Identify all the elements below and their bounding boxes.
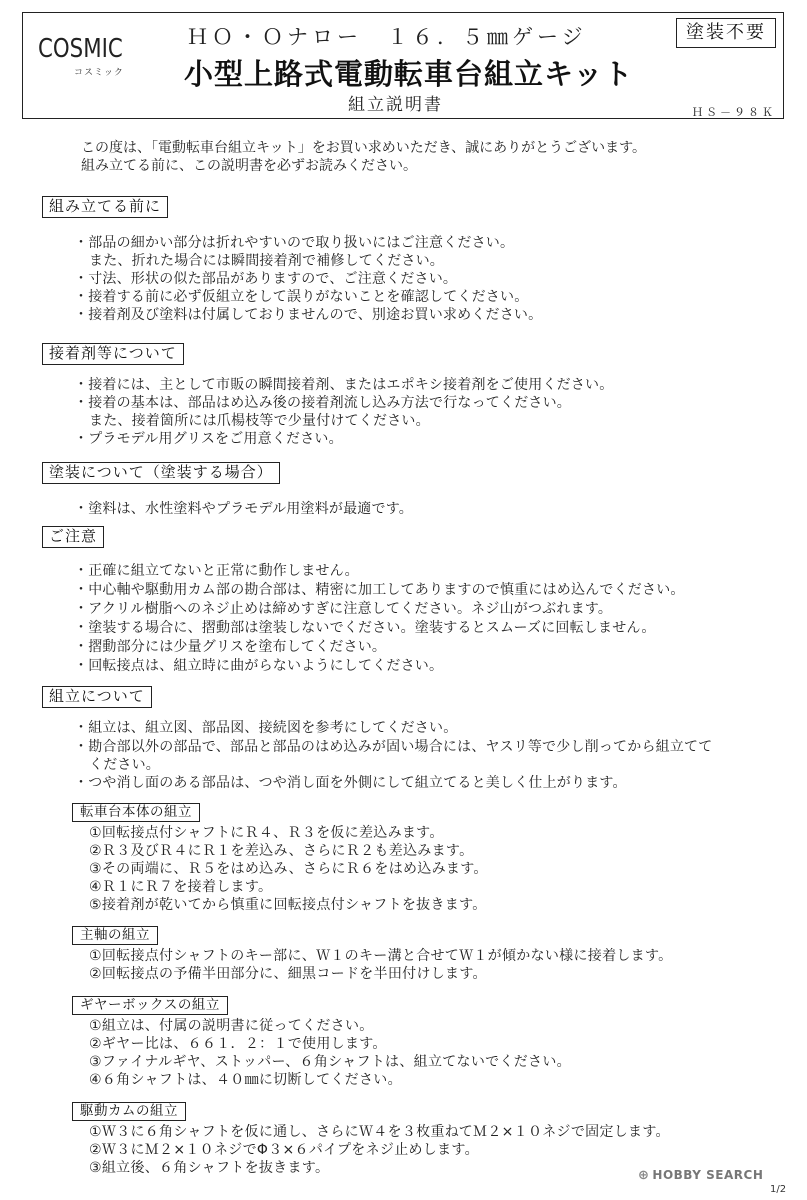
page-number: 1/2 — [770, 1184, 787, 1195]
list-item: ・アクリル樹脂へのネジ止めは締めすぎに注意してください。ネジ山がつぶれます。 — [74, 601, 613, 617]
assembly-step: ②ギヤー比は、６６１．２：１で使用します。 — [89, 1036, 387, 1052]
list-item: また、折れた場合には瞬間接着剤で補修してください。 — [89, 253, 444, 269]
list-item: ・接着する前に必ず仮組立をして誤りがないことを確認してください。 — [74, 289, 529, 305]
logo-subtext: コスミック — [74, 68, 124, 78]
logo-text: COSMIC — [38, 34, 123, 64]
document-title: 小型上路式電動転車台組立キット — [184, 57, 634, 91]
list-item: ・部品の細かい部分は折れやすいので取り扱いにはご注意ください。 — [74, 235, 515, 251]
assembly-step: ④Ｒ１にＲ７を接着します。 — [89, 879, 273, 895]
list-item: ・組立は、組立図、部品図、接続図を参考にしてください。 — [74, 720, 458, 736]
list-item: ・正確に組立てないと正常に動作しません。 — [74, 563, 359, 579]
list-item: また、接着箇所には爪楊枝等で少量付けてください。 — [89, 413, 430, 429]
subsection-title-drive-cam: 駆動カムの組立 — [72, 1102, 186, 1121]
list-item: ください。 — [89, 757, 160, 773]
watermark — [638, 1168, 763, 1183]
cosmic-logo — [38, 34, 146, 92]
list-item: ・接着剤及び塗料は付属しておりませんので、別途お買い求めください。 — [74, 307, 543, 323]
subsection-title-turntable-body: 転車台本体の組立 — [72, 803, 200, 822]
assembly-step: ①組立は、付属の説明書に従ってください。 — [89, 1018, 374, 1034]
list-item: ・つや消し面のある部品は、つや消し面を外側にして組立てると美しく仕上がります。 — [74, 775, 627, 791]
section-title-painting: 塗装について（塗装する場合） — [42, 462, 280, 484]
no-paint-badge: 塗装不要 — [676, 18, 776, 48]
list-item: ・回転接点は、組立時に曲がらないようにしてください。 — [74, 658, 444, 674]
assembly-step: ⑤接着剤が乾いてから慎重に回転接点付シャフトを抜きます。 — [89, 897, 487, 913]
assembly-step: ②回転接点の予備半田部分に、細黒コードを半田付けします。 — [89, 966, 487, 982]
assembly-step: ③ファイナルギヤ、ストッパー、６角シャフトは、組立てないでください。 — [89, 1054, 571, 1070]
model-code: ＨＳ－９８Ｋ — [692, 106, 776, 119]
list-item: ・寸法、形状の似た部品がありますので、ご注意ください。 — [74, 271, 458, 287]
assembly-step: ②Ｗ３にＭ２×１０ネジでΦ３×６パイプをネジ止めします。 — [89, 1142, 479, 1158]
assembly-step: ①回転接点付シャフトにＲ４、Ｒ３を仮に差込みます。 — [89, 825, 444, 841]
assembly-step: ③組立後、６角シャフトを抜きます。 — [89, 1160, 330, 1176]
subsection-title-main-axle: 主軸の組立 — [72, 926, 158, 945]
assembly-step: ③その両端に、Ｒ５をはめ込み、さらにＲ６をはめ込みます。 — [89, 861, 488, 877]
section-title-adhesive: 接着剤等について — [42, 343, 184, 365]
list-item: ・塗装する場合に、摺動部は塗装しないでください。塗装するとスムーズに回転しません。 — [74, 620, 656, 636]
section-title-caution: ご注意 — [42, 526, 104, 548]
list-item: ・プラモデル用グリスをご用意ください。 — [74, 431, 343, 447]
list-item: ・接着の基本は、部品はめ込み後の接着剤流し込み方法で行なってください。 — [74, 395, 571, 411]
assembly-step: ①回転接点付シャフトのキー部に、Ｗ１のキー溝と合せてＷ１が傾かない様に接着します。 — [89, 948, 673, 964]
list-item: ・中心軸や駆動用カム部の勘合部は、精密に加工してありますので慎重にはめ込んでください。 — [74, 582, 685, 598]
section-title-before-assembly: 組み立てる前に — [42, 196, 168, 218]
document-type: 組立説明書 — [348, 95, 443, 115]
assembly-step: ①Ｗ３に６角シャフトを仮に通し、さらにＷ４を３枚重ねてＭ２×１０ネジで固定します。 — [89, 1124, 670, 1140]
scale-line: ＨＯ・Ｏナロー １６．５㎜ゲージ — [187, 25, 587, 49]
subsection-title-gearbox: ギヤーボックスの組立 — [72, 996, 228, 1015]
list-item: ・接着には、主として市販の瞬間接着剤、またはエポキシ接着剤をご使用ください。 — [74, 377, 614, 393]
section-title-assembly: 組立について — [42, 686, 152, 708]
intro-line: 組み立てる前に、この説明書を必ずお読みください。 — [81, 158, 417, 174]
hobby-search-logo-icon: ⊕ — [638, 1168, 650, 1183]
assembly-step: ④６角シャフトは、４０㎜に切断してください。 — [89, 1072, 402, 1088]
list-item: ・摺動部分には少量グリスを塗布してください。 — [74, 639, 387, 655]
watermark-text: HOBBY SEARCH — [652, 1168, 764, 1182]
list-item: ・勘合部以外の部品で、部品と部品のはめ込みが固い場合には、ヤスリ等で少し削ってから組立てて — [74, 739, 713, 755]
assembly-step: ②Ｒ３及びＲ４にＲ１を差込み、さらにＲ２も差込みます。 — [89, 843, 474, 859]
list-item: ・塗料は、水性塗料やプラモデル用塗料が最適です。 — [74, 501, 413, 517]
intro-line: この度は、「電動転車台組立キット」をお買い求めいただき、誠にありがとうございます。 — [81, 140, 647, 156]
